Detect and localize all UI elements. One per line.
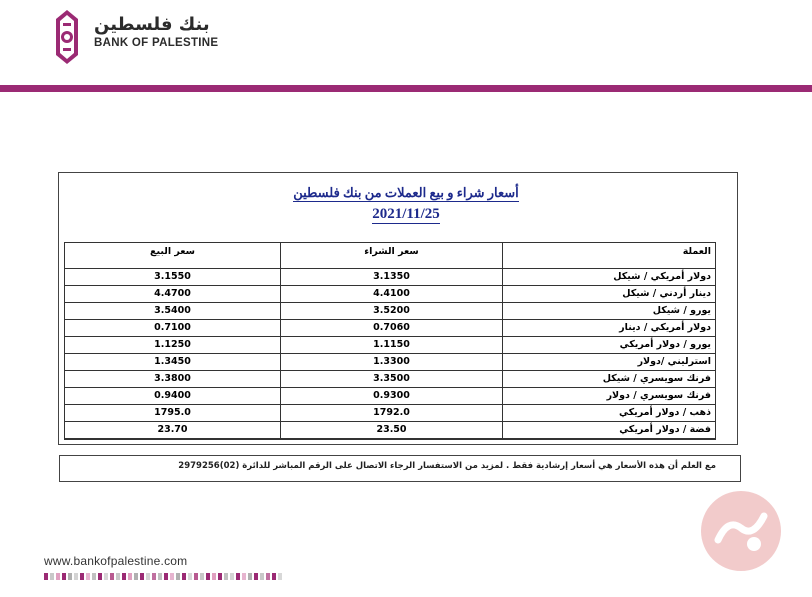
stripe-segment [266, 573, 270, 580]
table-row [65, 269, 716, 286]
buy-rate: 1.1150 [281, 337, 503, 354]
stripe-segment [128, 573, 132, 580]
table-row [65, 371, 716, 388]
brand-name-english: BANK OF PALESTINE [94, 37, 219, 49]
stripe-segment [122, 573, 126, 580]
stripe-segment [146, 573, 150, 580]
buy-rate: 1.3300 [281, 354, 503, 371]
sell-rate: 1795.0 [65, 405, 281, 422]
rates-table [64, 242, 716, 440]
table-row [65, 320, 716, 337]
stripe-segment [206, 573, 210, 580]
buy-rate: 3.5200 [281, 303, 503, 320]
sell-rate: 0.7100 [65, 320, 281, 337]
table-row [65, 337, 716, 354]
stripe-segment [182, 573, 186, 580]
buy-rate: 0.7060 [281, 320, 503, 337]
stripe-segment [272, 573, 276, 580]
stripe-segment [50, 573, 54, 580]
table-row [65, 354, 716, 371]
currency-pair: يورو / دولار أمريكي [503, 337, 716, 354]
stripe-segment [110, 573, 114, 580]
header-divider [0, 85, 812, 92]
stripe-segment [260, 573, 264, 580]
document-date: 2021/11/25 [372, 206, 440, 222]
stripe-segment [134, 573, 138, 580]
document-title: أسعار شراء و بيع العملات من بنك فلسطين [293, 185, 519, 200]
watermark-logo-icon [698, 488, 784, 574]
stripe-segment [140, 573, 144, 580]
buy-rate: 3.1350 [281, 269, 503, 286]
stripe-segment [98, 573, 102, 580]
currency-pair: يورو / شيكل [503, 303, 716, 320]
stripe-segment [170, 573, 174, 580]
table-row [65, 405, 716, 422]
table-row [65, 422, 716, 439]
currency-pair: فرنك سويسري / شيكل [503, 371, 716, 388]
table-row [65, 286, 716, 303]
currency-pair: فرنك سويسري / دولار [503, 388, 716, 405]
stripe-segment [218, 573, 222, 580]
sell-rate: 4.4700 [65, 286, 281, 303]
header-currency: العملة [503, 243, 716, 269]
stripe-segment [74, 573, 78, 580]
stripe-segment [230, 573, 234, 580]
stripe-segment [86, 573, 90, 580]
stripe-segment [164, 573, 168, 580]
stripe-segment [68, 573, 72, 580]
stripe-segment [248, 573, 252, 580]
brand-name-arabic: بنك فلسطين [94, 14, 210, 35]
stripe-segment [212, 573, 216, 580]
currency-pair: ذهب / دولار أمريكي [503, 405, 716, 422]
header-buy: سعر الشراء [281, 243, 503, 269]
stripe-segment [254, 573, 258, 580]
stripe-segment [188, 573, 192, 580]
stripe-segment [104, 573, 108, 580]
sell-rate: 3.5400 [65, 303, 281, 320]
disclaimer-note: مع العلم أن هذه الأسعار هي أسعار إرشادية فقط . لمزيد من الاستفسار الرجاء الاتصال على الرقم المباشر للدائرة (02)2979256 [178, 461, 716, 471]
stripe-segment [44, 573, 48, 580]
buy-rate: 23.50 [281, 422, 503, 439]
stripe-segment [116, 573, 120, 580]
sell-rate: 1.3450 [65, 354, 281, 371]
table-row [65, 388, 716, 405]
header-sell: سعر البيع [65, 243, 281, 269]
stripe-segment [236, 573, 240, 580]
buy-rate: 4.4100 [281, 286, 503, 303]
stripe-segment [158, 573, 162, 580]
table-blank-row [65, 439, 716, 440]
table-header-row [65, 243, 716, 269]
stripe-segment [176, 573, 180, 580]
stripe-segment [242, 573, 246, 580]
stripe-segment [200, 573, 204, 580]
currency-pair: دينار أردني / شيكل [503, 286, 716, 303]
sell-rate: 3.1550 [65, 269, 281, 286]
currency-pair: فضة / دولار أمريكي [503, 422, 716, 439]
currency-pair: دولار أمريكي / شيكل [503, 269, 716, 286]
bank-emblem-icon [54, 9, 80, 65]
sell-rate: 1.1250 [65, 337, 281, 354]
stripe-segment [92, 573, 96, 580]
website-link[interactable]: www.bankofpalestine.com [44, 554, 188, 568]
buy-rate: 3.3500 [281, 371, 503, 388]
stripe-segment [152, 573, 156, 580]
stripe-segment [62, 573, 66, 580]
sell-rate: 23.70 [65, 422, 281, 439]
stripe-segment [224, 573, 228, 580]
stripe-segment [278, 573, 282, 580]
currency-pair: استرليني /دولار [503, 354, 716, 371]
stripe-segment [56, 573, 60, 580]
currency-pair: دولار أمريكي / دينار [503, 320, 716, 337]
buy-rate: 0.9300 [281, 388, 503, 405]
stripe-segment [80, 573, 84, 580]
sell-rate: 0.9400 [65, 388, 281, 405]
brand-stripe-bar [44, 573, 282, 580]
buy-rate: 1792.0 [281, 405, 503, 422]
sell-rate: 3.3800 [65, 371, 281, 388]
table-row [65, 303, 716, 320]
stripe-segment [194, 573, 198, 580]
